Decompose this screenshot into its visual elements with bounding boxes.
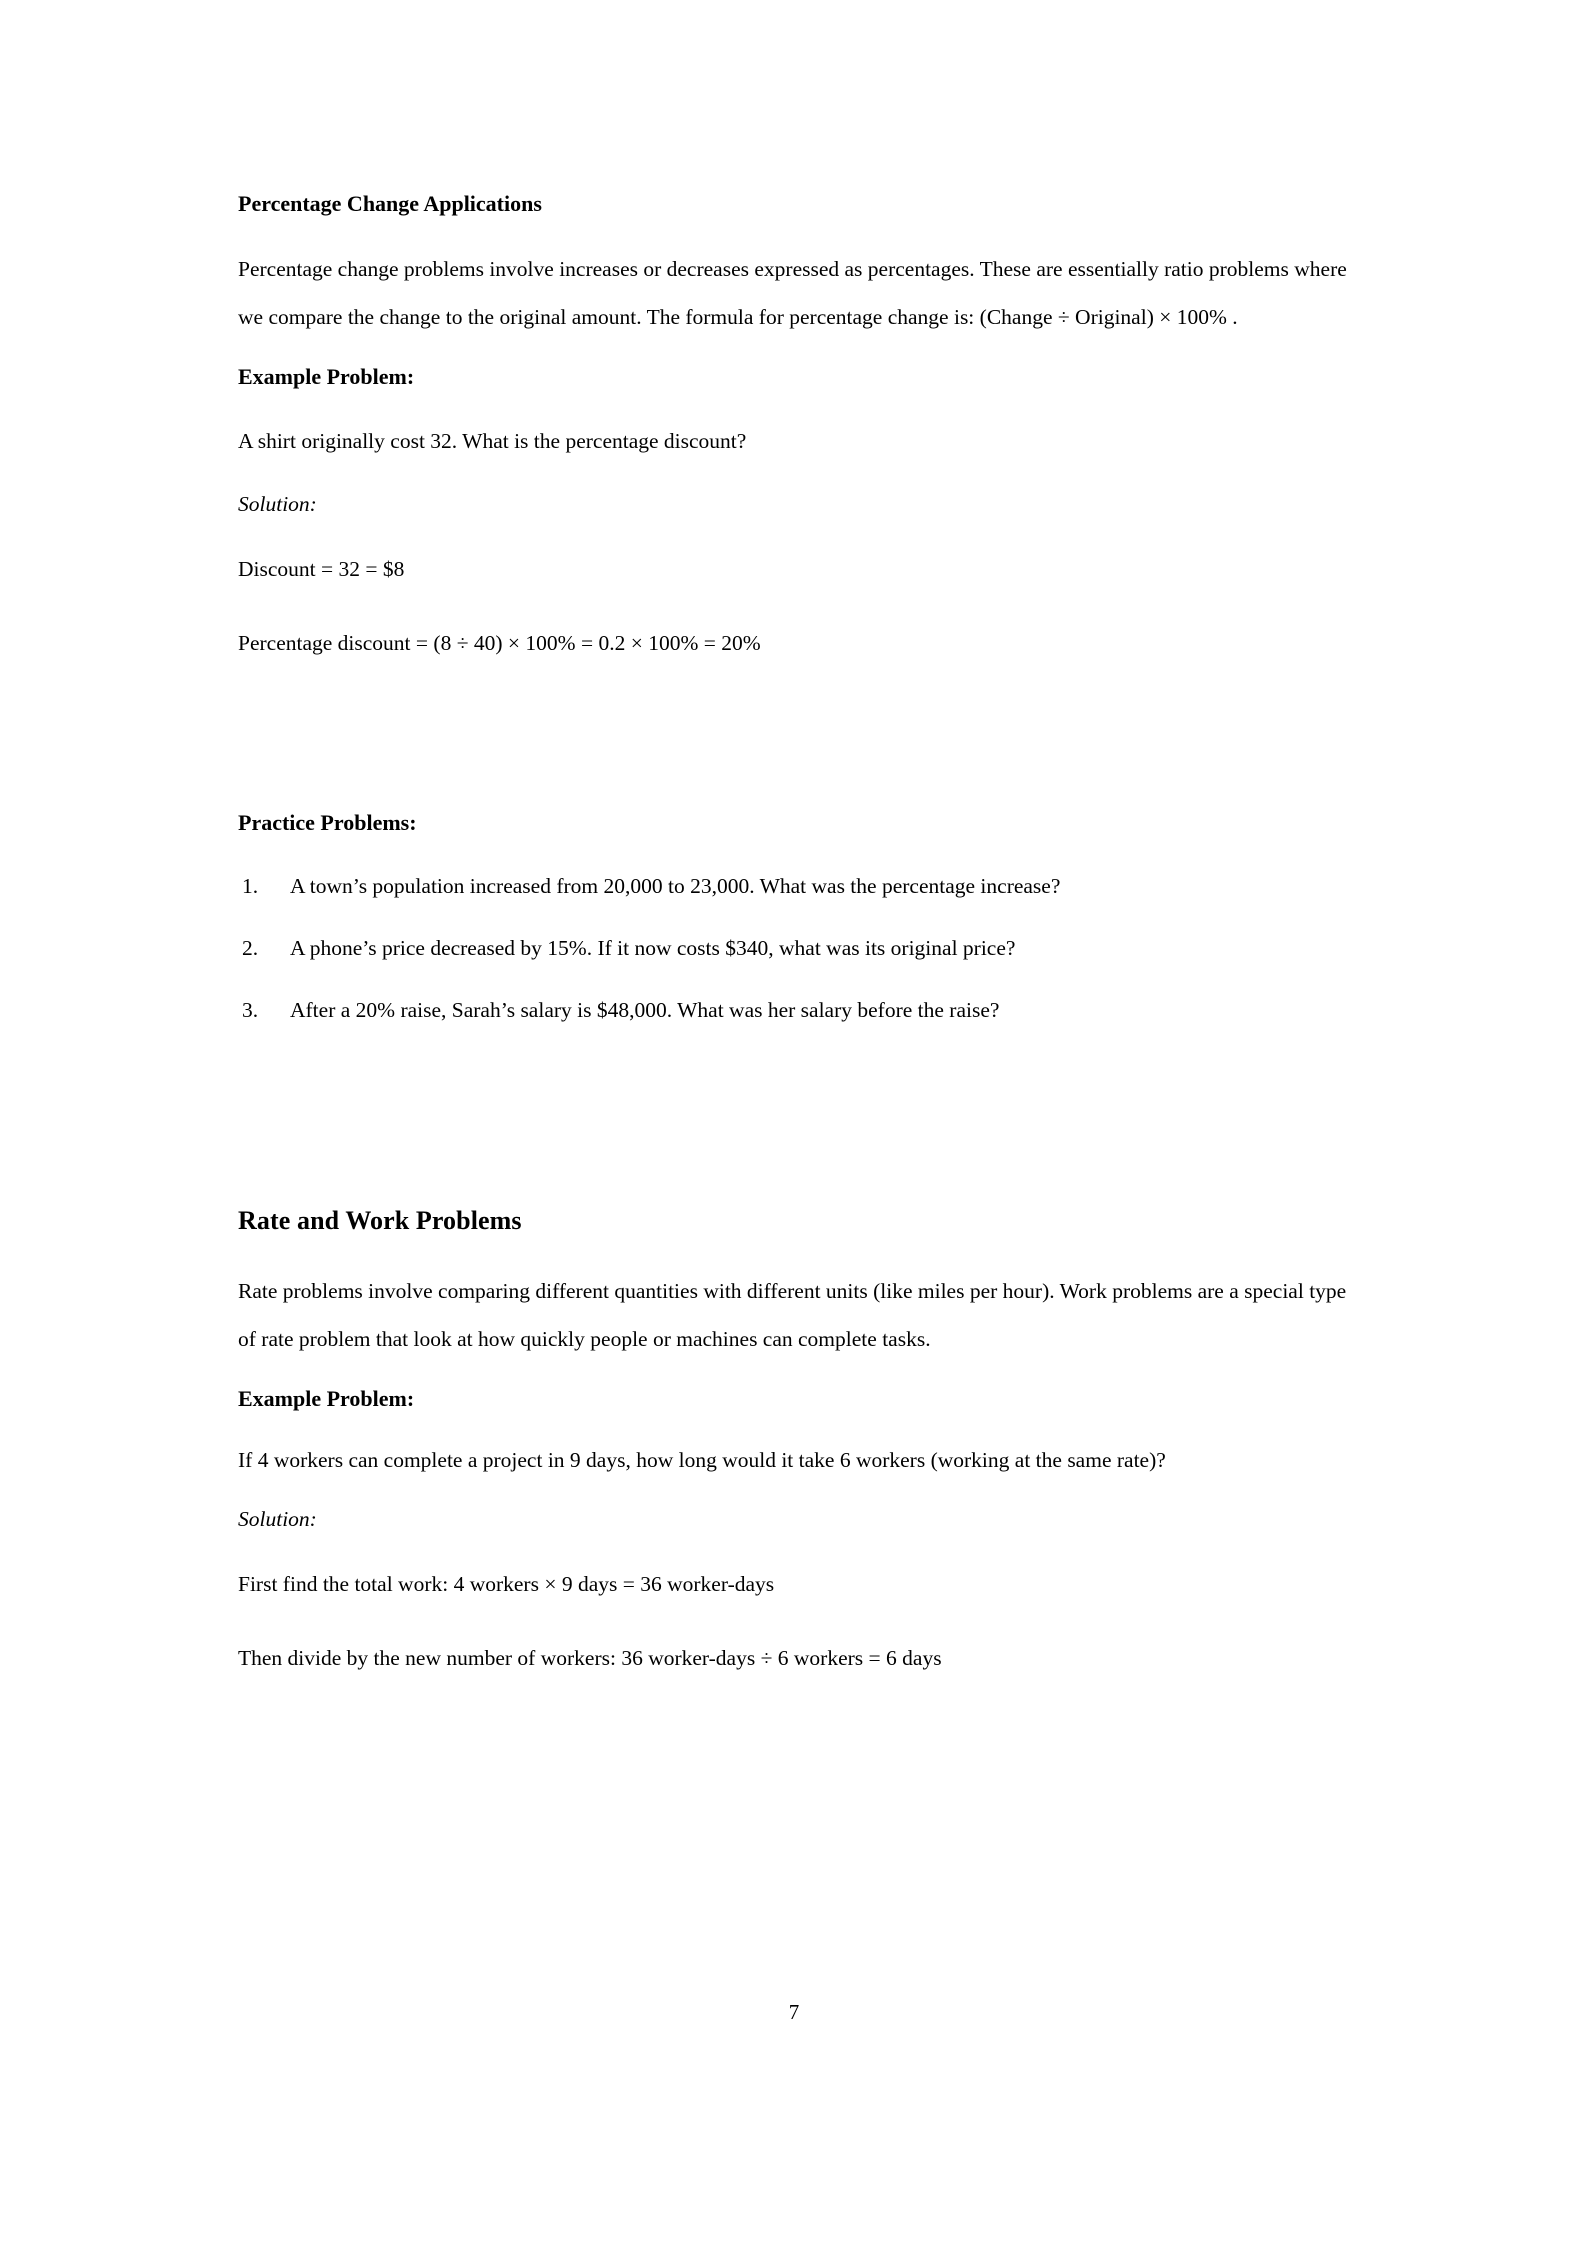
spacer bbox=[238, 1608, 1353, 1634]
solution-label-1: Solution: bbox=[238, 492, 317, 517]
spacer bbox=[238, 1414, 1353, 1436]
spacer bbox=[238, 219, 1353, 245]
spacer bbox=[238, 1534, 1353, 1560]
solution-label-2: Solution: bbox=[238, 1506, 317, 1531]
page-content bbox=[238, 190, 1353, 1682]
spacer-before-practice bbox=[238, 667, 1353, 809]
spacer bbox=[238, 838, 1353, 872]
spacer bbox=[238, 1237, 1353, 1267]
spacer bbox=[238, 1363, 1353, 1385]
list-item-text: A town’s population increased from 20,000 to 23,000. What was the percentage increase? bbox=[290, 873, 1061, 898]
solution-line-percentage-discount: Percentage discount = (8 ÷ 40) × 100% = 0.2 × 100% = 20% bbox=[238, 631, 761, 656]
solution-line-total-work: First find the total work: 4 workers × 9 days = 36 worker-days bbox=[238, 1571, 775, 1596]
practice-problems-list bbox=[238, 872, 1353, 1025]
section-intro-percentage-change: Percentage change problems involve increases or decreases expressed as percentages. These are essentially ratio problems where we compare the change to the original amount. The formula for percentage change is: (Change ÷ Original) × 100% . bbox=[238, 256, 1347, 329]
example-question-2: If 4 workers can complete a project in 9 days, how long would it take 6 workers (working at the same rate)? bbox=[238, 1447, 1166, 1472]
spacer-between-sections bbox=[238, 1025, 1353, 1205]
solution-line-divide-workers: Then divide by the new number of workers: 36 worker-days ÷ 6 workers = 6 days bbox=[238, 1645, 942, 1670]
spacer bbox=[238, 519, 1353, 545]
spacer bbox=[238, 1484, 1353, 1506]
example-problem-label-2: Example Problem: bbox=[238, 1386, 415, 1412]
list-item-number: 2. bbox=[242, 935, 259, 960]
list-item-number: 1. bbox=[242, 873, 259, 898]
list-item bbox=[238, 872, 1353, 901]
example-problem-label-1: Example Problem: bbox=[238, 363, 415, 389]
list-item bbox=[238, 996, 1353, 1025]
list-item-text: A phone’s price decreased by 15%. If it now costs $340, what was its original price? bbox=[290, 935, 1016, 960]
page-number: 7 bbox=[788, 2000, 800, 2024]
section-heading-percentage-change: Percentage Change Applications bbox=[238, 191, 542, 216]
spacer bbox=[238, 341, 1353, 363]
spacer bbox=[238, 465, 1353, 491]
section-heading-rate-and-work: Rate and Work Problems bbox=[238, 1205, 522, 1235]
spacer bbox=[238, 593, 1353, 619]
section-intro-rate-and-work: Rate problems involve comparing different quantities with different units (like miles per hour). Work problems are a special type of rate problem that look at how quickly people or machines can complete tasks. bbox=[238, 1279, 1347, 1352]
list-item bbox=[238, 934, 1353, 963]
solution-line-discount: Discount = 32 = $8 bbox=[238, 557, 405, 582]
list-item-text: After a 20% raise, Sarah’s salary is $48,000. What was her salary before the raise? bbox=[290, 997, 1000, 1022]
list-item-number: 3. bbox=[242, 997, 259, 1022]
example-question-1: A shirt originally cost 32. What is the percentage discount? bbox=[238, 429, 747, 454]
spacer bbox=[238, 391, 1353, 417]
practice-problems-label: Practice Problems: bbox=[238, 810, 417, 836]
